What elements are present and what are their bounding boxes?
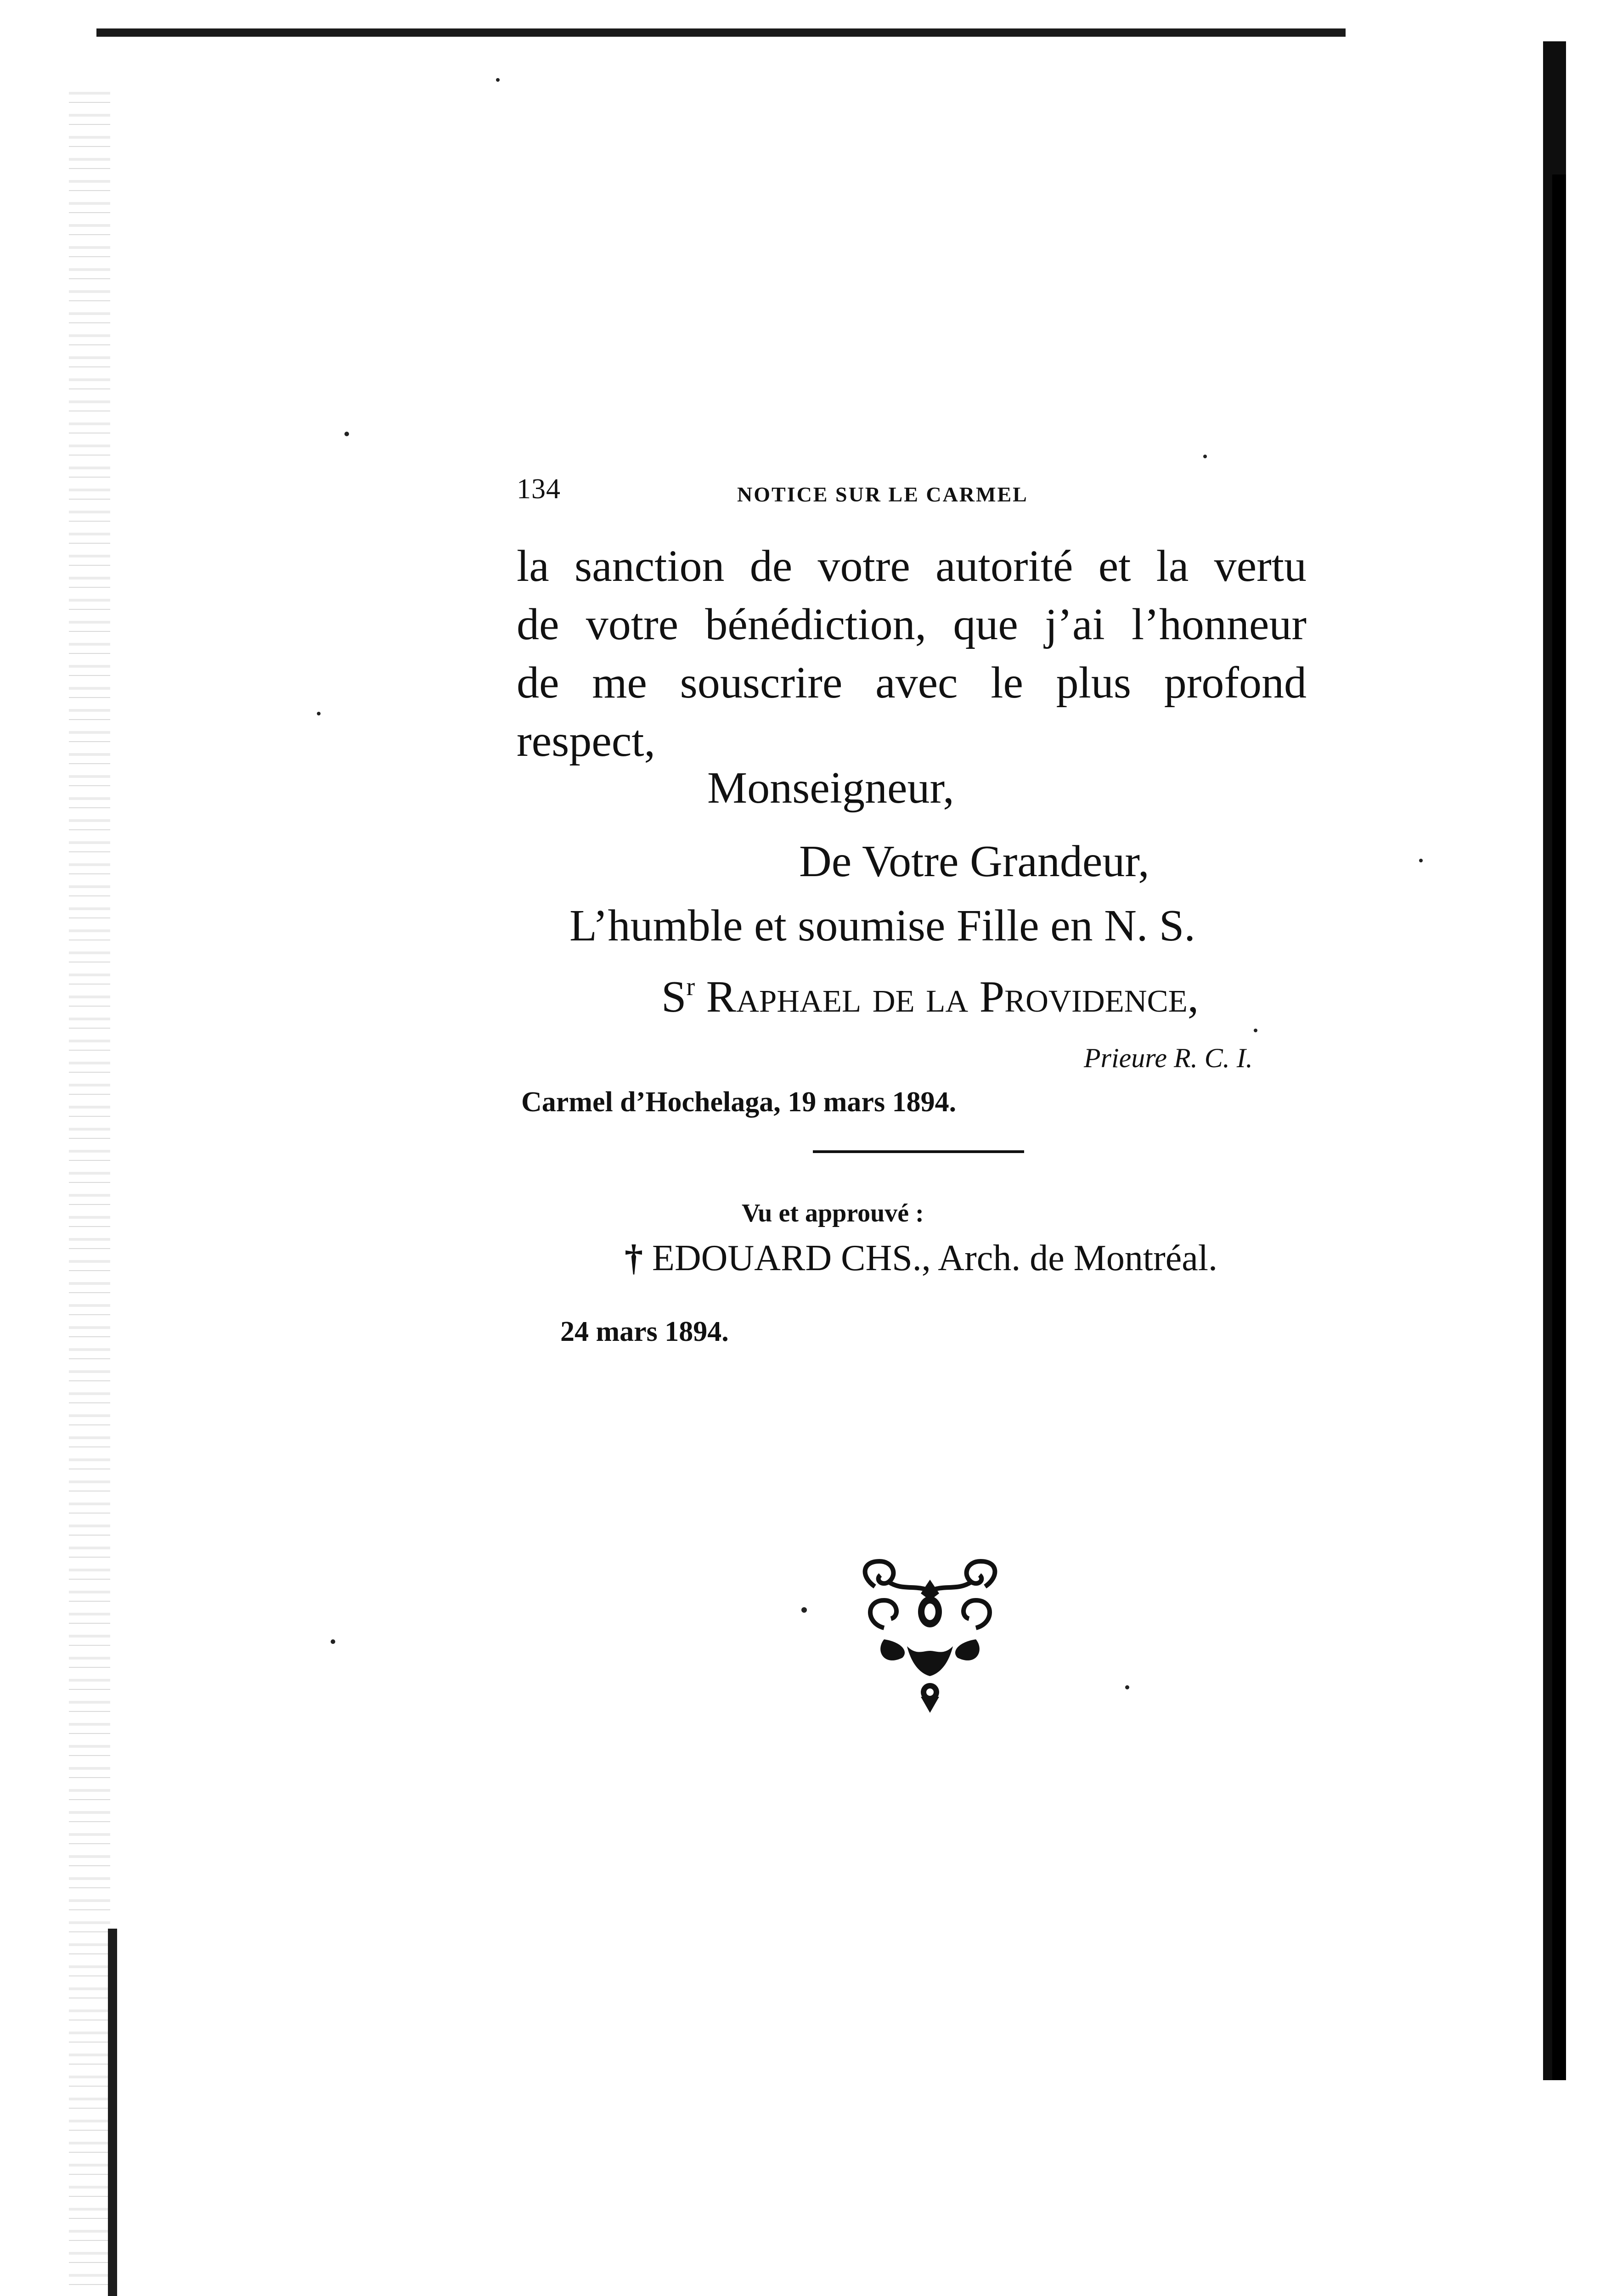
body-paragraph	[517, 537, 1307, 771]
divider-rule	[813, 1150, 1024, 1153]
signature-prefix: S	[661, 972, 687, 1022]
body-line: la sanction de votre autorité et la vertu	[517, 541, 1307, 591]
speck	[496, 78, 500, 82]
approval-label: Vu et approuvé :	[742, 1199, 924, 1227]
body-line: de me souscrire avec le plus profond	[517, 658, 1307, 708]
speck	[1419, 859, 1423, 862]
signature-name: Raphael de la Providence,	[695, 972, 1199, 1022]
closing-signoff: L’humble et soumise Fille en N. S.	[569, 901, 1195, 951]
salutation: Monseigneur,	[707, 763, 954, 813]
left-edge-shadow	[108, 1929, 117, 2296]
running-head-title: NOTICE SUR LE CARMEL	[737, 483, 1028, 506]
approver-line	[625, 1238, 1217, 1279]
approver-name: EDOUARD CHS., Arch. de Montréal.	[652, 1238, 1217, 1278]
signature-superscript: r	[686, 973, 695, 1001]
page-number: 134	[517, 473, 561, 505]
fleuron-ornament-icon	[856, 1559, 1003, 1715]
speck	[1203, 455, 1207, 458]
speck	[331, 1639, 335, 1644]
speck	[317, 712, 321, 715]
left-binding-gutter	[69, 92, 110, 2296]
running-head	[517, 473, 1100, 519]
place-date: Carmel d’Hochelaga, 19 mars 1894.	[521, 1086, 957, 1118]
body-line: de votre bénédiction, que j’ai l’honneur	[517, 600, 1307, 649]
right-edge-shadow-inner	[1552, 174, 1566, 2080]
approval-date: 24 mars 1894.	[560, 1316, 729, 1347]
speck	[1254, 1029, 1257, 1032]
closing-formula: De Votre Grandeur,	[799, 837, 1149, 886]
cross-icon: †	[625, 1238, 643, 1278]
signature-title: Prieure R. C. I.	[1084, 1043, 1253, 1073]
body-line: respect,	[517, 716, 655, 766]
speck	[801, 1607, 807, 1613]
speck	[1125, 1685, 1129, 1689]
top-edge-shadow	[96, 28, 1346, 37]
speck	[344, 432, 349, 436]
signature	[661, 971, 1199, 1023]
